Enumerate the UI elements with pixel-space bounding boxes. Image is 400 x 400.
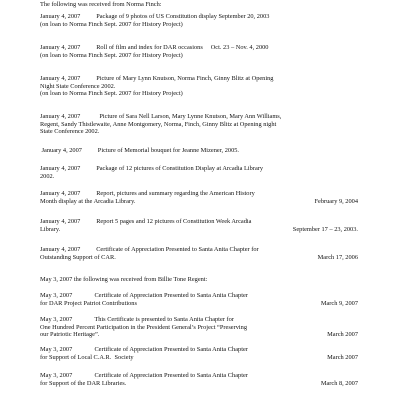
entry-date-right: March 17, 2006 xyxy=(317,253,358,261)
entry-line xyxy=(40,198,358,206)
entry-line xyxy=(40,75,358,83)
entry-line xyxy=(40,190,358,198)
entry-date-right: March 2007 xyxy=(327,331,358,339)
entry-line xyxy=(40,83,358,91)
entry-line xyxy=(40,300,358,308)
section-heading-billie-tone xyxy=(40,276,358,284)
entry-line-text: January 4, 2007 Roll of film and index for DAR occasions Oct. 23 – Nov. 4, 2000 xyxy=(40,44,269,51)
entry-line xyxy=(40,21,358,29)
entry-line-text: our Patriotic Heritage”. xyxy=(40,331,100,339)
entry-line-text: for DAR Project Patriot Contributions xyxy=(40,299,137,307)
section-heading-norma-finch xyxy=(40,1,358,9)
entry-line-text: (on loan to Norma Finch Sept. 2007 for History Project) xyxy=(40,90,183,98)
entry-line-text: Regent, Sandy Thistlewaite, Anne Montgomery, Norma, Finch, Ginny Blitz at Opening night xyxy=(40,120,277,128)
entry-date-right: March 2007 xyxy=(327,353,358,361)
entry-line-text: (on loan to Norma Finch Sept. 2007 for History Project) xyxy=(40,20,183,28)
entry-line-text: (on loan to Norma Finch Sept. 2007 for History Project) xyxy=(40,51,183,59)
entry-date-right: March 8, 2007 xyxy=(320,379,358,387)
entry-line-text: Night State Conference 2002. xyxy=(40,82,116,90)
entry-line xyxy=(40,324,358,332)
entry-line-text: January 4, 2007 Picture of Mary Lynn Knutson, Norma Finch, Ginny Blitz at Opening xyxy=(40,75,274,82)
entry-line-text: May 3, 2007 Certificate of Appreciation Presented to Santa Anita Chapter xyxy=(40,292,248,299)
entry-line-text: January 4, 2007 Certificate of Appreciation Presented to Santa Anita Chapter for xyxy=(40,246,259,253)
entry-line xyxy=(40,165,358,173)
entry-line-text: Month display at the Arcadia Library. xyxy=(40,197,136,205)
entry-line xyxy=(40,372,358,380)
entry-line xyxy=(40,346,358,354)
entry-line xyxy=(40,147,358,155)
entry-line xyxy=(40,44,358,52)
entry-line xyxy=(40,52,358,60)
entry-line-text: Outstanding Support of CAR. xyxy=(40,253,116,261)
entry-line-text: May 3, 2007 Certificate of Appreciation Presented to Santa Anita Chapter xyxy=(40,346,248,353)
entry-line-text: 2002. xyxy=(40,172,55,180)
entry-line xyxy=(40,316,358,324)
entry-line-text: for Support of Local C.A.R. Society xyxy=(40,353,134,361)
section-heading-billie-tone-text: May 3, 2007 the following was received from Billie Tone Regent: xyxy=(40,276,208,283)
entry-line xyxy=(40,128,358,136)
entry-line-text: One Hundred Percent Participation in the President General’s Project “Preserving xyxy=(40,323,247,331)
entry-line-text: Library. xyxy=(40,225,61,233)
entry-line xyxy=(40,331,358,339)
entry-line-text: May 3, 2007 Certificate of Appreciation Presented to Santa Anita Chapter xyxy=(40,372,248,379)
entry-line-text: January 4, 2007 Report 5 pages and 12 pictures of Constitution Week Arcadia xyxy=(40,218,252,225)
entry-line xyxy=(40,13,358,21)
entry-date-right: September 17 – 23, 2003. xyxy=(292,225,358,233)
entry-line-text: January 4, 2007 Picture of Sara Nell Larson, Mary Lynne Knutson, Mary Ann Williams, xyxy=(40,113,282,120)
entry-line xyxy=(40,113,358,121)
entry-line-text: January 4, 2007 Package of 12 pictures of Constitution Display at Arcadia Library xyxy=(40,165,264,172)
entry-line xyxy=(40,292,358,300)
entry-line xyxy=(40,226,358,234)
entry-line-text: January 4, 2007 Package of 9 photos of US Constitution display September 20, 2003 xyxy=(40,13,270,20)
entry-line-text: January 4, 2007 Picture of Memorial bouquet for Jeanne Mizener, 2005. xyxy=(40,147,239,154)
entry-line xyxy=(40,254,358,262)
entry-line-text: May 3, 2007 This Certificate is presented to Santa Anita Chapter for xyxy=(40,316,234,323)
entry-line xyxy=(40,121,358,129)
entry-line-text: State Conference 2002. xyxy=(40,128,100,136)
entry-line xyxy=(40,90,358,98)
entry-line xyxy=(40,218,358,226)
entry-line xyxy=(40,246,358,254)
entry-line-text: for Support of the DAR Libraries. xyxy=(40,379,127,387)
entry-line xyxy=(40,354,358,362)
entry-date-right: February 9, 2004 xyxy=(314,197,358,205)
entry-line xyxy=(40,380,358,388)
entry-line-text: January 4, 2007 Report, pictures and summary regarding the American History xyxy=(40,190,255,197)
entry-date-right: March 9, 2007 xyxy=(320,299,358,307)
section-heading-norma-finch-text: The following was received from Norma Finch: xyxy=(40,1,162,8)
entry-line xyxy=(40,173,358,181)
